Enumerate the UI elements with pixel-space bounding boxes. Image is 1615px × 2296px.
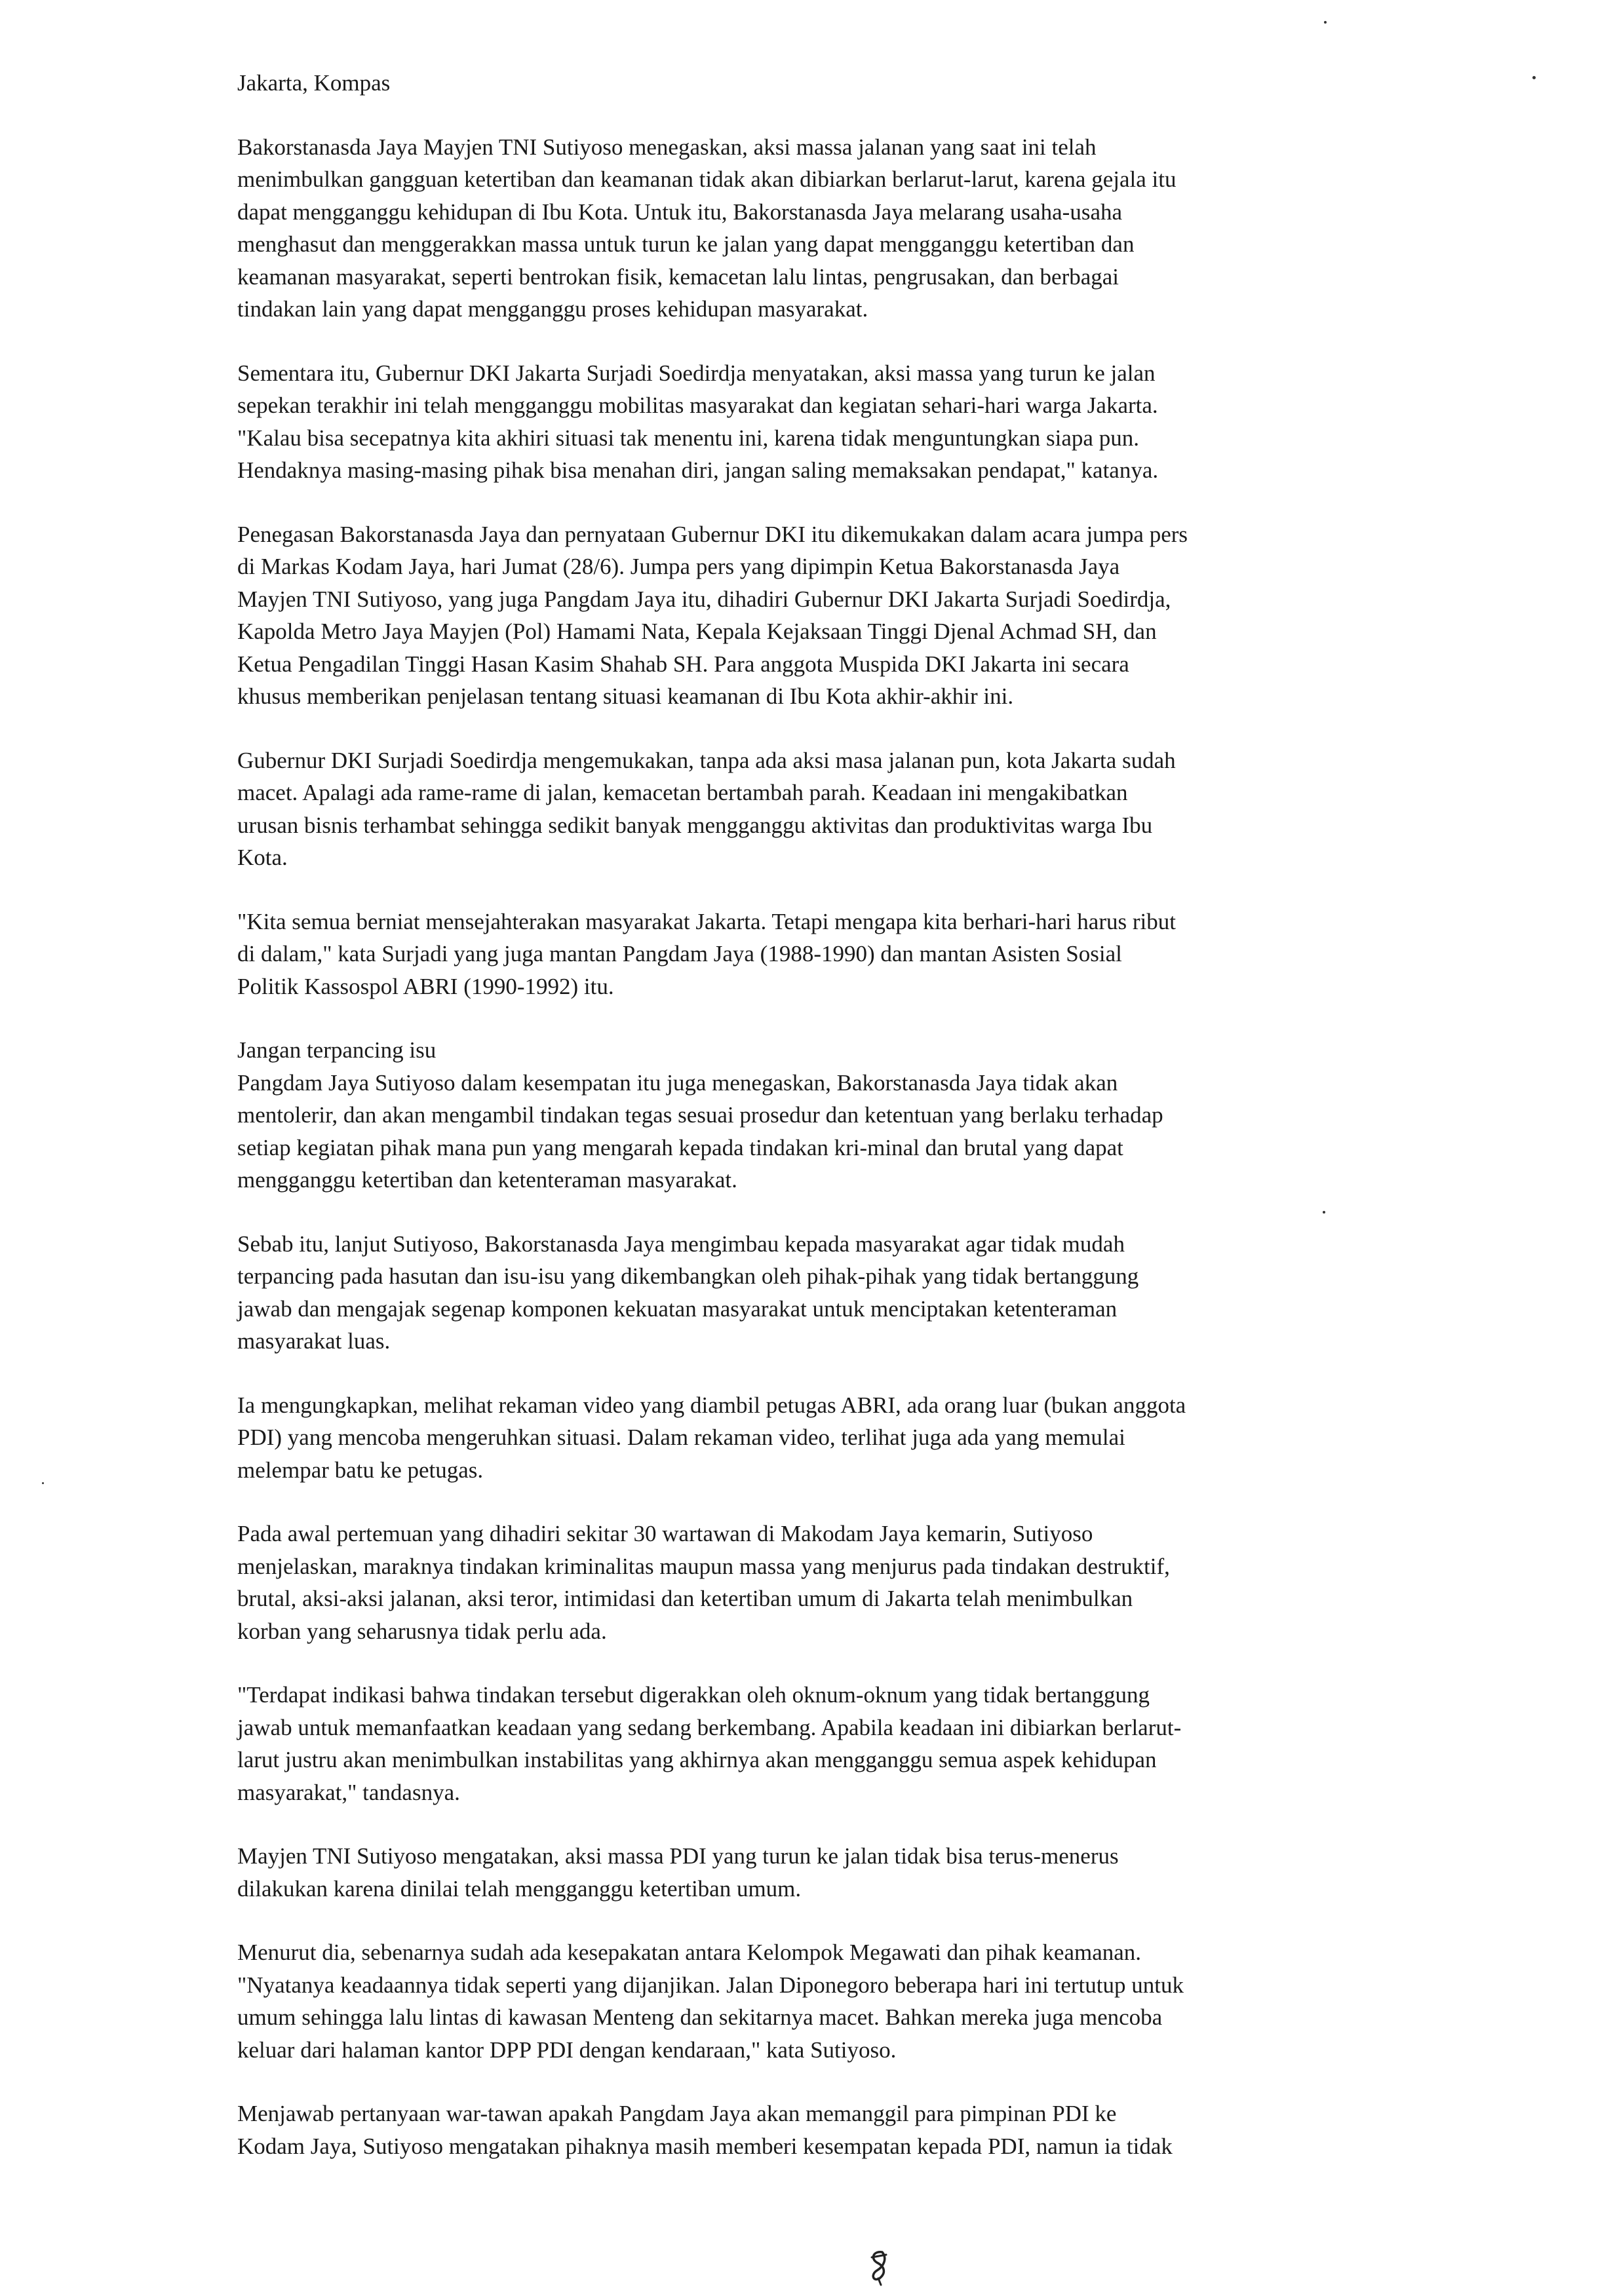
paragraph-line: Pangdam Jaya Sutiyoso dalam kesempatan itu juga menegaskan, Bakorstanasda Jaya tidak akan (237, 1069, 1118, 1096)
paragraph-line: brutal, aksi-aksi jalanan, aksi teror, intimidasi dan ketertiban umum di Jakarta telah menimbulkan (237, 1586, 1133, 1611)
paragraph-line: dapat mengganggu kehidupan di Ibu Kota. Untuk itu, Bakorstanasda Jaya melarang usaha-usaha (237, 199, 1123, 225)
article-body (237, 67, 1522, 2162)
paragraph-line: korban yang seharusnya tidak perlu ada. (237, 1618, 607, 1644)
subheading-text: Jangan terpancing isu (237, 1037, 437, 1063)
paragraph-line: menghasut dan menggerakkan massa untuk turun ke jalan yang dapat mengganggu ketertiban dan (237, 231, 1135, 257)
paragraph-line: di Markas Kodam Jaya, hari Jumat (28/6). Jumpa pers yang dipimpin Ketua Bakorstanasda Jaya (237, 554, 1120, 579)
paragraph-line: "Nyatanya keadaannya tidak seperti yang dijanjikan. Jalan Diponegoro beberapa hari ini tertutup untuk (237, 1972, 1184, 1998)
paragraph-line: Penegasan Bakorstanasda Jaya dan pernyataan Gubernur DKI itu dikemukakan dalam acara jumpa pers (237, 521, 1188, 547)
paragraph-line: Kota. (237, 845, 288, 870)
paragraph-line: Ia mengungkapkan, melihat rekaman video yang diambil petugas ABRI, ada orang luar (bukan anggota (237, 1392, 1186, 1418)
paragraph-line: menimbulkan gangguan ketertiban dan keamanan tidak akan dibiarkan berlarut-larut, karena gejala itu (237, 166, 1177, 192)
paragraph-line: mengganggu ketertiban dan ketenteraman masyarakat. (237, 1167, 737, 1193)
paragraph-10 (237, 1679, 1522, 1808)
scan-speck (1532, 76, 1536, 79)
paragraph-8 (237, 1389, 1522, 1487)
paragraph-line: di dalam," kata Surjadi yang juga mantan Pangdam Jaya (1988-1990) dan mantan Asisten Sosial (237, 941, 1122, 966)
paragraph-line: Gubernur DKI Surjadi Soedirdja mengemukakan, tanpa ada aksi masa jalanan pun, kota Jakarta sudah (237, 747, 1176, 773)
paragraph-line: PDI) yang mencoba mengeruhkan situasi. Dalam rekaman video, terlihat juga ada yang memulai (237, 1425, 1125, 1450)
paragraph-line: umum sehingga lalu lintas di kawasan Menteng dan sekitarnya macet. Bahkan mereka juga mencoba (237, 2004, 1163, 2030)
paragraph-line: macet. Apalagi ada rame-rame di jalan, kemacetan bertambah parah. Keadaan ini mengakibatkan (237, 780, 1128, 805)
page-number-handwritten (866, 2248, 893, 2286)
paragraph-line: Pada awal pertemuan yang dihadiri sekitar 30 wartawan di Makodam Jaya kemarin, Sutiyoso (237, 1521, 1093, 1546)
paragraph-line: keamanan masyarakat, seperti bentrokan fisik, kemacetan lalu lintas, pengrusakan, dan berbagai (237, 263, 1119, 290)
paragraph-line: mentolerir, dan akan mengambil tindakan tegas sesuai prosedur dan ketentuan yang berlaku terhadap (237, 1102, 1163, 1128)
paragraph-line: tindakan lain yang dapat mengganggu proses kehidupan masyarakat. (237, 296, 868, 322)
paragraph-line: "Terdapat indikasi bahwa tindakan tersebut digerakkan oleh oknum-oknum yang tidak bertanggung (237, 1682, 1150, 1708)
paragraph-1 (237, 131, 1522, 326)
paragraph-line: Mayjen TNI Sutiyoso, yang juga Pangdam Jaya itu, dihadiri Gubernur DKI Jakarta Surjadi Soedirdja, (237, 586, 1171, 612)
paragraph-line: khusus memberikan penjelasan tentang situasi keamanan di Ibu Kota akhir-akhir ini. (237, 683, 1014, 709)
paragraph-2 (237, 357, 1522, 487)
paragraph-line: menjelaskan, maraknya tindakan kriminalitas maupun massa yang menjurus pada tindakan destruktif, (237, 1553, 1170, 1579)
paragraph-12 (237, 1936, 1522, 2066)
scan-speck (1324, 21, 1327, 24)
paragraph-line: masyarakat," tandasnya. (237, 1779, 460, 1805)
paragraph-line: jawab dan mengajak segenap komponen kekuatan masyarakat untuk menciptakan ketenteraman (237, 1295, 1118, 1322)
paragraph-line: sepekan terakhir ini telah mengganggu mobilitas masyarakat dan kegiatan sehari-hari warga Jakarta. (237, 392, 1158, 418)
paragraph-line: Menjawab pertanyaan war-tawan apakah Pangdam Jaya akan memanggil para pimpinan PDI ke (237, 2101, 1117, 2126)
dateline (237, 67, 1522, 100)
paragraph-line: terpancing pada hasutan dan isu-isu yang dikembangkan oleh pihak-pihak yang tidak bertanggung (237, 1263, 1139, 1289)
paragraph-line: Kapolda Metro Jaya Mayjen (Pol) Hamami Nata, Kepala Kejaksaan Tinggi Djenal Achmad SH, dan (237, 619, 1157, 644)
paragraph-line: "Kalau bisa secepatnya kita akhiri situasi tak menentu ini, karena tidak menguntungkan siapa pun. (237, 425, 1139, 451)
scan-speck (42, 1482, 44, 1484)
paragraph-line: Sementara itu, Gubernur DKI Jakarta Surjadi Soedirdja menyatakan, aksi massa yang turun ke jalan (237, 360, 1156, 386)
paragraph-line: masyarakat luas. (237, 1328, 391, 1354)
paragraph-line: keluar dari halaman kantor DPP PDI dengan kendaraan," kata Sutiyoso. (237, 2037, 897, 2063)
dateline-text: Jakarta, Kompas (237, 70, 391, 96)
paragraph-line: Bakorstanasda Jaya Mayjen TNI Sutiyoso menegaskan, aksi massa jalanan yang saat ini telah (237, 134, 1097, 160)
paragraph-11 (237, 1840, 1522, 1905)
paragraph-line: dilakukan karena dinilai telah mengganggu ketertiban umum. (237, 1875, 802, 1902)
paragraph-6 (237, 1067, 1522, 1196)
scan-speck (1323, 1211, 1325, 1214)
paragraph-5 (237, 906, 1522, 1003)
paragraph-line: "Kita semua berniat mensejahterakan masyarakat Jakarta. Tetapi mengapa kita berhari-hari harus ribut (237, 908, 1176, 934)
paragraph-line: larut justru akan menimbulkan instabilitas yang akhirnya akan mengganggu semua aspek kehidupan (237, 1747, 1157, 1772)
paragraph-4 (237, 744, 1522, 874)
paragraph-line: Ketua Pengadilan Tinggi Hasan Kasim Shahab SH. Para anggota Muspida DKI Jakarta ini secara (237, 651, 1129, 677)
paragraph-line: Menurut dia, sebenarnya sudah ada kesepakatan antara Kelompok Megawati dan pihak keamanan. (237, 1940, 1142, 1965)
paragraph-line: setiap kegiatan pihak mana pun yang mengarah kepada tindakan kri-minal dan brutal yang dapat (237, 1134, 1123, 1160)
paragraph-line: Politik Kassospol ABRI (1990-1992) itu. (237, 973, 614, 999)
paragraph-line: jawab untuk memanfaatkan keadaan yang sedang berkembang. Apabila keadaan ini dibiarkan berlarut- (237, 1714, 1182, 1740)
paragraph-line: melempar batu ke petugas. (237, 1457, 484, 1483)
paragraph-13 (237, 2097, 1522, 2162)
paragraph-line: urusan bisnis terhambat sehingga sedikit banyak mengganggu aktivitas dan produktivitas warga Ibu (237, 812, 1153, 838)
paragraph-7 (237, 1228, 1522, 1358)
paragraph-line: Mayjen TNI Sutiyoso mengatakan, aksi massa PDI yang turun ke jalan tidak bisa terus-menerus (237, 1843, 1119, 1869)
paragraph-9 (237, 1518, 1522, 1647)
paragraph-line: Hendaknya masing-masing pihak bisa menahan diri, jangan saling memaksakan pendapat," katanya. (237, 457, 1159, 483)
paragraph-3 (237, 518, 1522, 713)
paragraph-line: Kodam Jaya, Sutiyoso mengatakan pihaknya masih memberi kesempatan kepada PDI, namun ia tidak (237, 2133, 1173, 2159)
paragraph-line: Sebab itu, lanjut Sutiyoso, Bakorstanasda Jaya mengimbau kepada masyarakat agar tidak mudah (237, 1231, 1125, 1257)
subheading (237, 1034, 1522, 1067)
